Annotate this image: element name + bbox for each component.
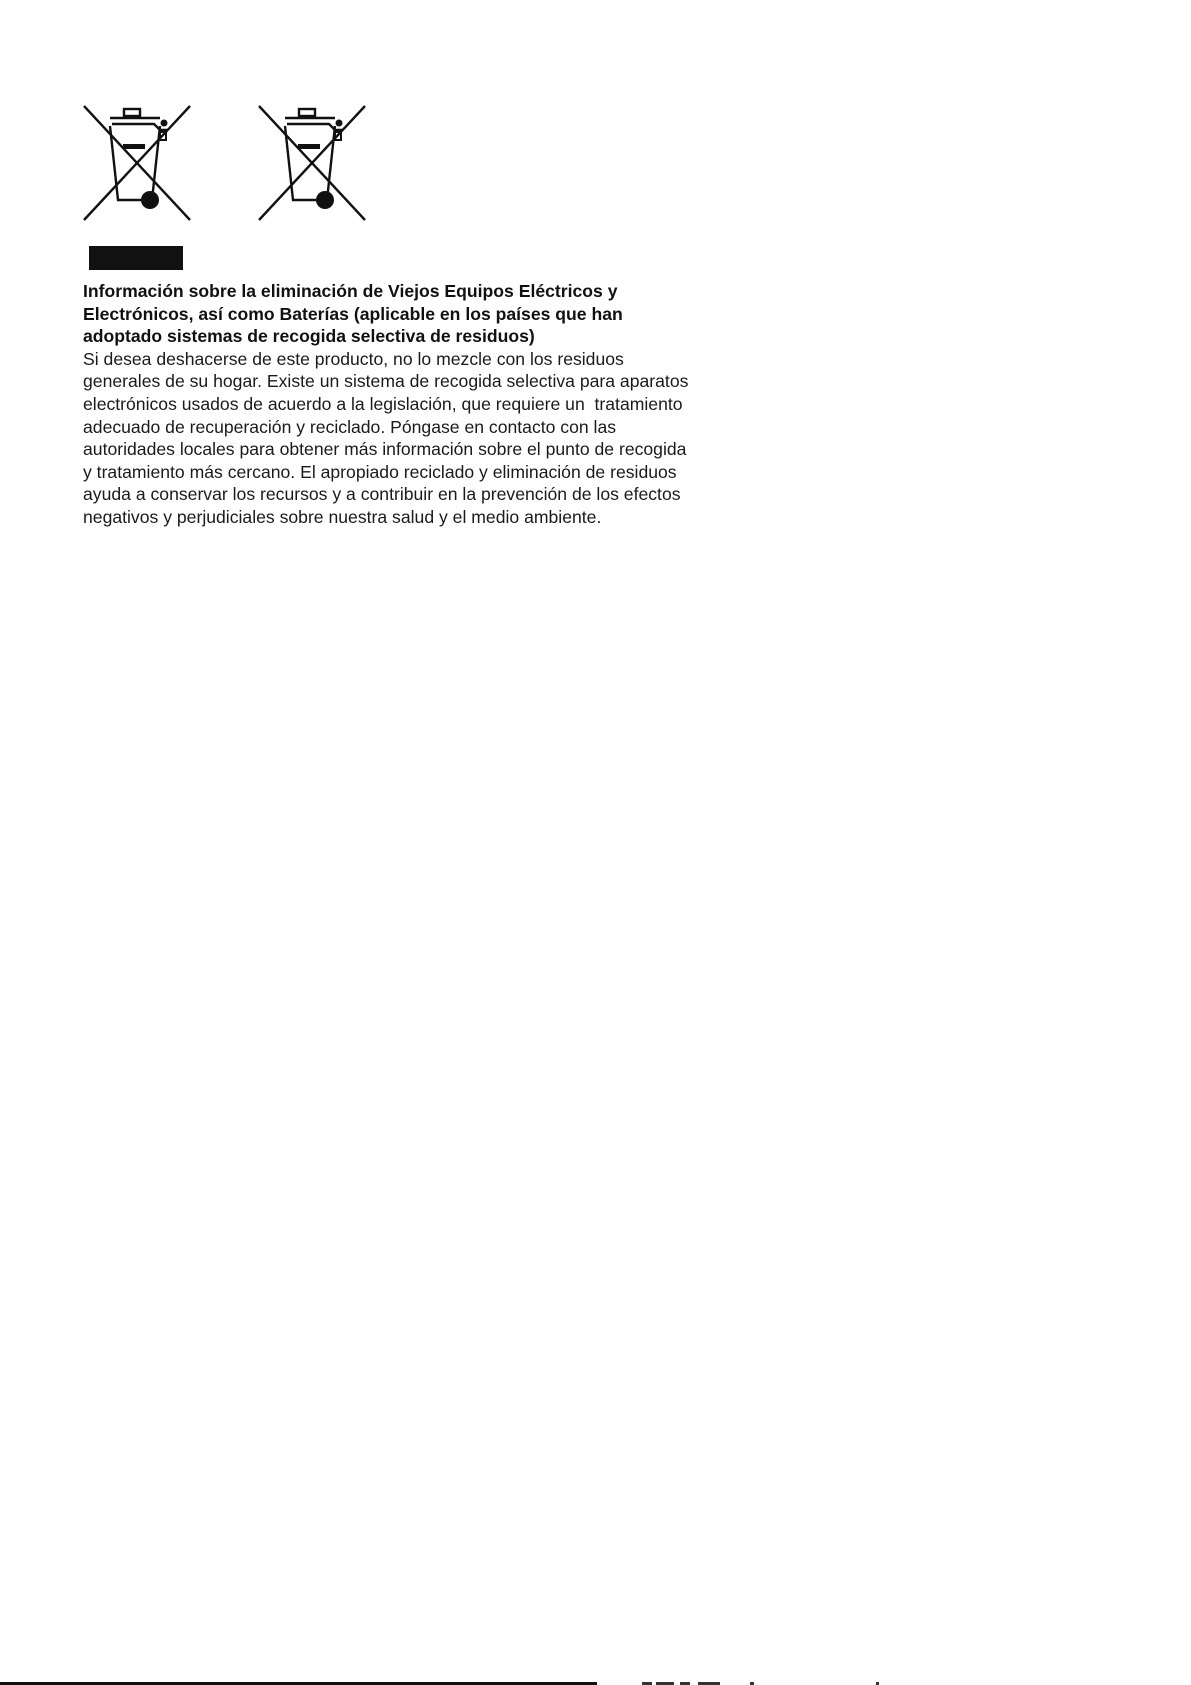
section-heading <box>83 280 733 348</box>
bottom-edge-marks <box>640 1681 880 1685</box>
body-line: ayuda a conservar los recursos y a contribuir en la prevención de los efectos <box>83 484 681 505</box>
black-bar-underline <box>89 246 183 270</box>
body-line: electrónicos usados de acuerdo a la legislación, que requiere un tratamiento <box>83 393 683 414</box>
body-line: Si desea deshacerse de este producto, no lo mezcle con los residuos <box>83 348 624 369</box>
body-line: y tratamiento más cercano. El apropiado reciclado y eliminación de residuos <box>83 461 677 482</box>
crossed-out-wheelie-bin-icon <box>82 104 192 222</box>
heading-line: adoptado sistemas de recogida selectiva de residuos) <box>83 326 535 347</box>
body-line: adecuado de recuperación y reciclado. Póngase en contacto con las <box>83 416 617 437</box>
section-body <box>83 348 733 529</box>
disposal-information-section <box>83 280 733 529</box>
body-line: autoridades locales para obtener más información sobre el punto de recogida <box>83 439 687 460</box>
heading-line: Electrónicos, así como Baterías (aplicable en los países que han <box>83 303 623 324</box>
body-line: generales de su hogar. Existe un sistema de recogida selectiva para aparatos <box>83 371 689 392</box>
body-line: negativos y perjudiciales sobre nuestra salud y el medio ambiente. <box>83 506 602 527</box>
heading-line: Información sobre la eliminación de Viejos Equipos Eléctricos y <box>83 281 618 301</box>
crossed-out-wheelie-bin-icon <box>257 104 367 222</box>
